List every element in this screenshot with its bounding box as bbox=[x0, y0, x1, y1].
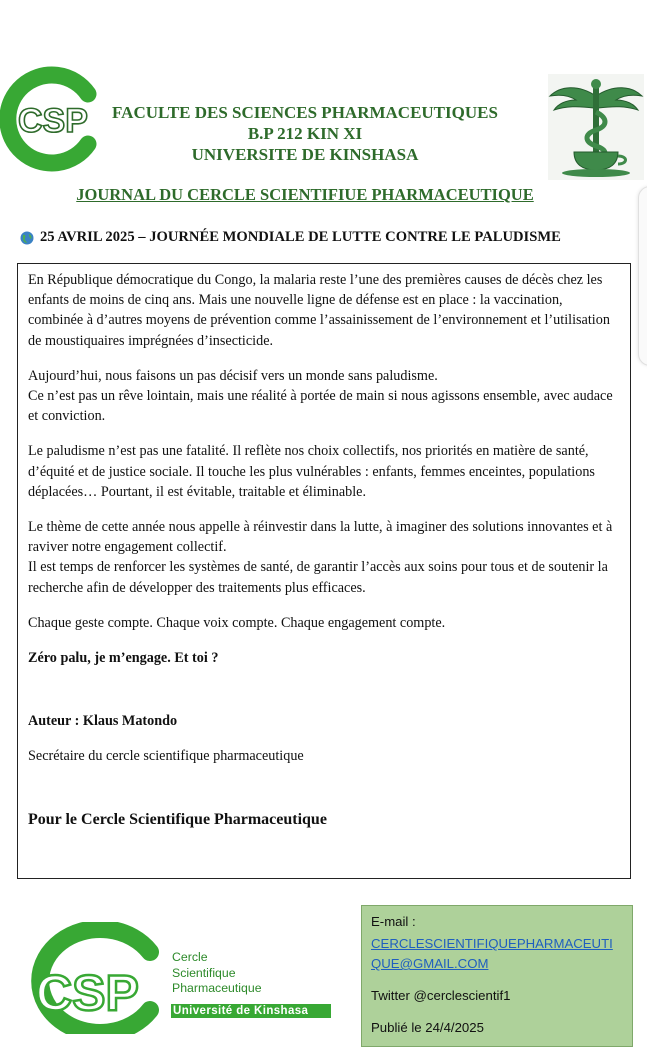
published-date: Publié le 24/4/2025 bbox=[371, 1020, 484, 1035]
faculty-name: FACULTE DES SCIENCES PHARMACEUTIQUES bbox=[112, 103, 498, 122]
article-paragraph-5: Chaque geste compte. Chaque voix compte. Chaque engagement compte. bbox=[28, 614, 446, 631]
email-label: E-mail : bbox=[371, 914, 416, 929]
article-paragraph-2a: Aujourd’hui, nous faisons un pas décisif vers un monde sans paludisme. bbox=[28, 367, 438, 384]
journal-title: JOURNAL DU CERCLE SCIENTIFIUE PHARMACEUTIQUE bbox=[76, 185, 534, 204]
postal-address: B.P 212 KIN XI bbox=[247, 124, 363, 143]
footer-org-name bbox=[172, 950, 262, 997]
footer-org-line-1: Cercle bbox=[172, 950, 208, 964]
footer-org-line-3: Pharmaceutique bbox=[172, 981, 262, 995]
caduceus-cup-icon bbox=[548, 74, 644, 180]
footer-logo-text: CSP bbox=[36, 965, 139, 1021]
csp-logo-text: CSP bbox=[18, 102, 88, 140]
twitter-handle: Twitter @cerclescientif1 bbox=[371, 988, 511, 1003]
article-paragraph-2b: Ce n’est pas un rêve lointain, mais une réalité à portée de main si nous agissons ensemble, avec audace et conviction. bbox=[28, 388, 613, 425]
author-name: Auteur : Klaus Matondo bbox=[28, 713, 178, 730]
slogan: Zéro palu, je m’engage. Et toi ? bbox=[28, 650, 219, 667]
article-paragraph-4a: Le thème de cette année nous appelle à réinvestir dans la lutte, à imaginer des solutions innovantes et à raviver notre engagement collectif. bbox=[28, 519, 613, 556]
footer-university: Université de Kinshasa bbox=[171, 1004, 331, 1018]
footer-org-line-2: Scientifique bbox=[172, 965, 236, 980]
article-paragraph-3: Le paludisme n’est pas une fatalité. Il reflète nos choix collectifs, nos priorités en matière de santé, d’équité et de justice sociale. Il touche les plus vulnérables : enfants, femmes enceintes, populations déplacées… Pourtant, il est évitable, traitable et éliminable. bbox=[28, 443, 595, 500]
article-paragraph-4b: Il est temps de renforcer les systèmes de santé, de garantir l’accès aux soins pour tous et de soutenir la recherche afin de développer des traitements plus efficaces. bbox=[28, 559, 608, 596]
footer-csp-logo bbox=[0, 922, 175, 1034]
globe-icon bbox=[20, 231, 34, 245]
author-role: Secrétaire du cercle scientifique pharmaceutique bbox=[28, 748, 304, 765]
csp-logo bbox=[0, 62, 105, 172]
contact-box bbox=[361, 905, 633, 1047]
university-name: UNIVERSITE DE KINSHASA bbox=[191, 145, 419, 164]
email-link[interactable]: CERCLESCIENTIFIQUEPHARMACEUTIQUE@GMAIL.COM bbox=[371, 936, 613, 971]
article-box bbox=[17, 263, 631, 879]
article-paragraph-1: En République démocratique du Congo, la malaria reste l’une des premières causes de décès chez les enfants de moins de cinq ans. Mais une nouvelle ligne de défense est en place : la vaccination, combinée à d’autres moyens de prévention comme l’assainissement de l’environnement et l’utilisation de moustiquaires imprégnées d’insecticide. bbox=[28, 272, 610, 349]
header-institution bbox=[95, 102, 515, 165]
signature: Pour le Cercle Scientifique Pharmaceutique bbox=[28, 810, 327, 828]
event-heading-text: 25 AVRIL 2025 – JOURNÉE MONDIALE DE LUTTE CONTRE LE PALUDISME bbox=[40, 229, 561, 245]
event-heading bbox=[20, 229, 561, 246]
side-panel-tab[interactable] bbox=[638, 186, 647, 366]
